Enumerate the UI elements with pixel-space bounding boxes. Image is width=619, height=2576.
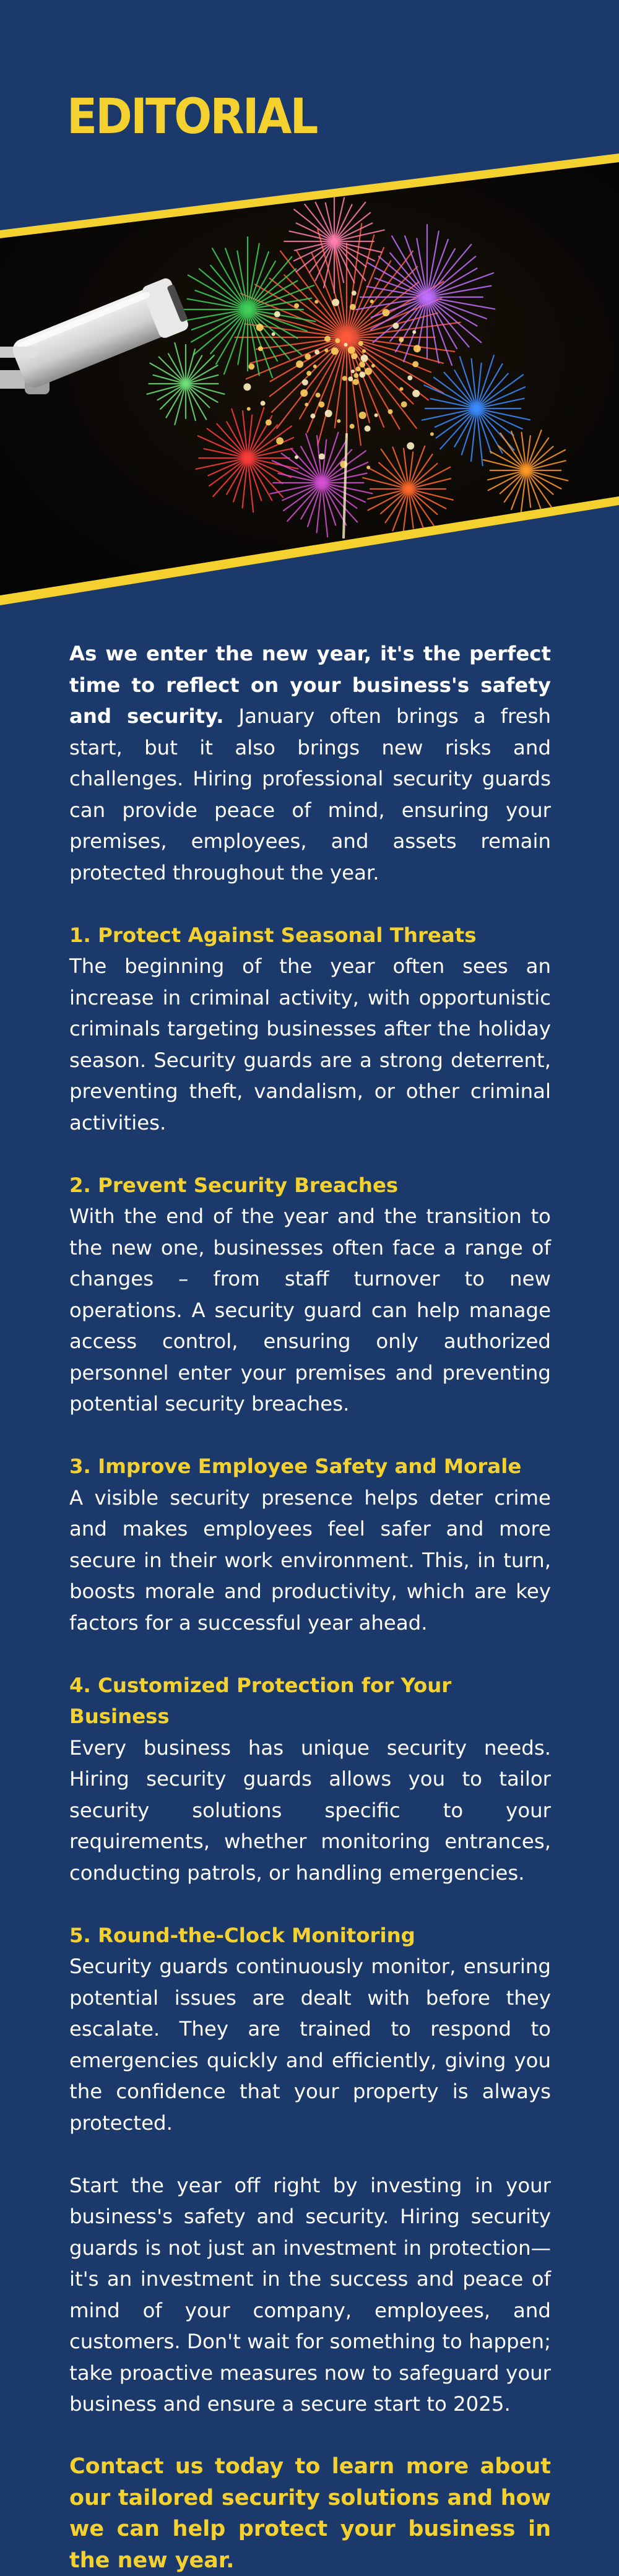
section-heading: 5. Round-the-Clock Monitoring: [69, 1923, 415, 1947]
intro-text: January often brings a fresh start, but it also brings new risks and challenges. Hiring professional security guards can provide peace of mind, ensuring your premises, employees, and assets remain protected throughout the year.: [69, 704, 551, 884]
section-heading: 4. Customized Protection for Your Business: [69, 1673, 452, 1728]
call-to-action: Contact us today to learn more about our tailored security solutions and how we can help protect your business in the new year.: [69, 2454, 551, 2573]
section-body: With the end of the year and the transition to the new one, businesses often face a range of changes – from staff turnover to new operations. A security guard can help manage access control, ensuring only authorized personnel enter your premises and preventing potential security breaches.: [69, 1204, 551, 1416]
article-body: [69, 638, 551, 2576]
night-sky: [0, 162, 619, 595]
banner-image: [0, 0, 619, 631]
section-body: Every business has unique security needs. Hiring security guards allows you to tailor security solutions specific to your requirements, whether monitoring entrances, conducting patrols, or handling emergencies.: [69, 1735, 551, 1885]
closing-paragraph: Start the year off right by investing in your business's safety and security. Hiring security guards is not just an investment in protection—it's an investment in the success and peace of mind of your company, employees, and customers. Don't wait for something to happen; take proactive measures now to safeguard your business and ensure a secure start to 2025.: [69, 2173, 551, 2416]
section-security-breaches: [69, 1170, 551, 1420]
page-title: EDITORIAL: [67, 89, 317, 145]
section-round-the-clock: [69, 1920, 551, 2139]
section-body: A visible security presence helps deter crime and makes employees feel safer and more secure in their work environment. This, in turn, boosts morale and productivity, which are key factors for a successful year ahead.: [69, 1485, 551, 1635]
section-customized-protection: [69, 1670, 551, 1889]
section-heading: 1. Protect Against Seasonal Threats: [69, 923, 477, 947]
intro-lead: As we enter the new year, it's the perfect time to reflect on your business's safety and security.: [69, 642, 551, 728]
intro-paragraph: [69, 638, 551, 888]
hero-banner: [0, 0, 619, 631]
section-seasonal-threats: [69, 920, 551, 1139]
section-heading: 2. Prevent Security Breaches: [69, 1173, 399, 1197]
section-heading: 3. Improve Employee Safety and Morale: [69, 1454, 522, 1478]
section-employee-safety: [69, 1451, 551, 1638]
section-body: Security guards continuously monitor, ensuring potential issues are dealt with before they escalate. They are trained to respond to emergencies quickly and efficiently, giving you the confidence that your property is always protected.: [69, 1955, 551, 2135]
section-body: The beginning of the year often sees an increase in criminal activity, with opportunistic criminals targeting businesses after the holiday season. Security guards are a strong deterrent, preventing theft, vandalism, or other criminal activities.: [69, 954, 551, 1135]
